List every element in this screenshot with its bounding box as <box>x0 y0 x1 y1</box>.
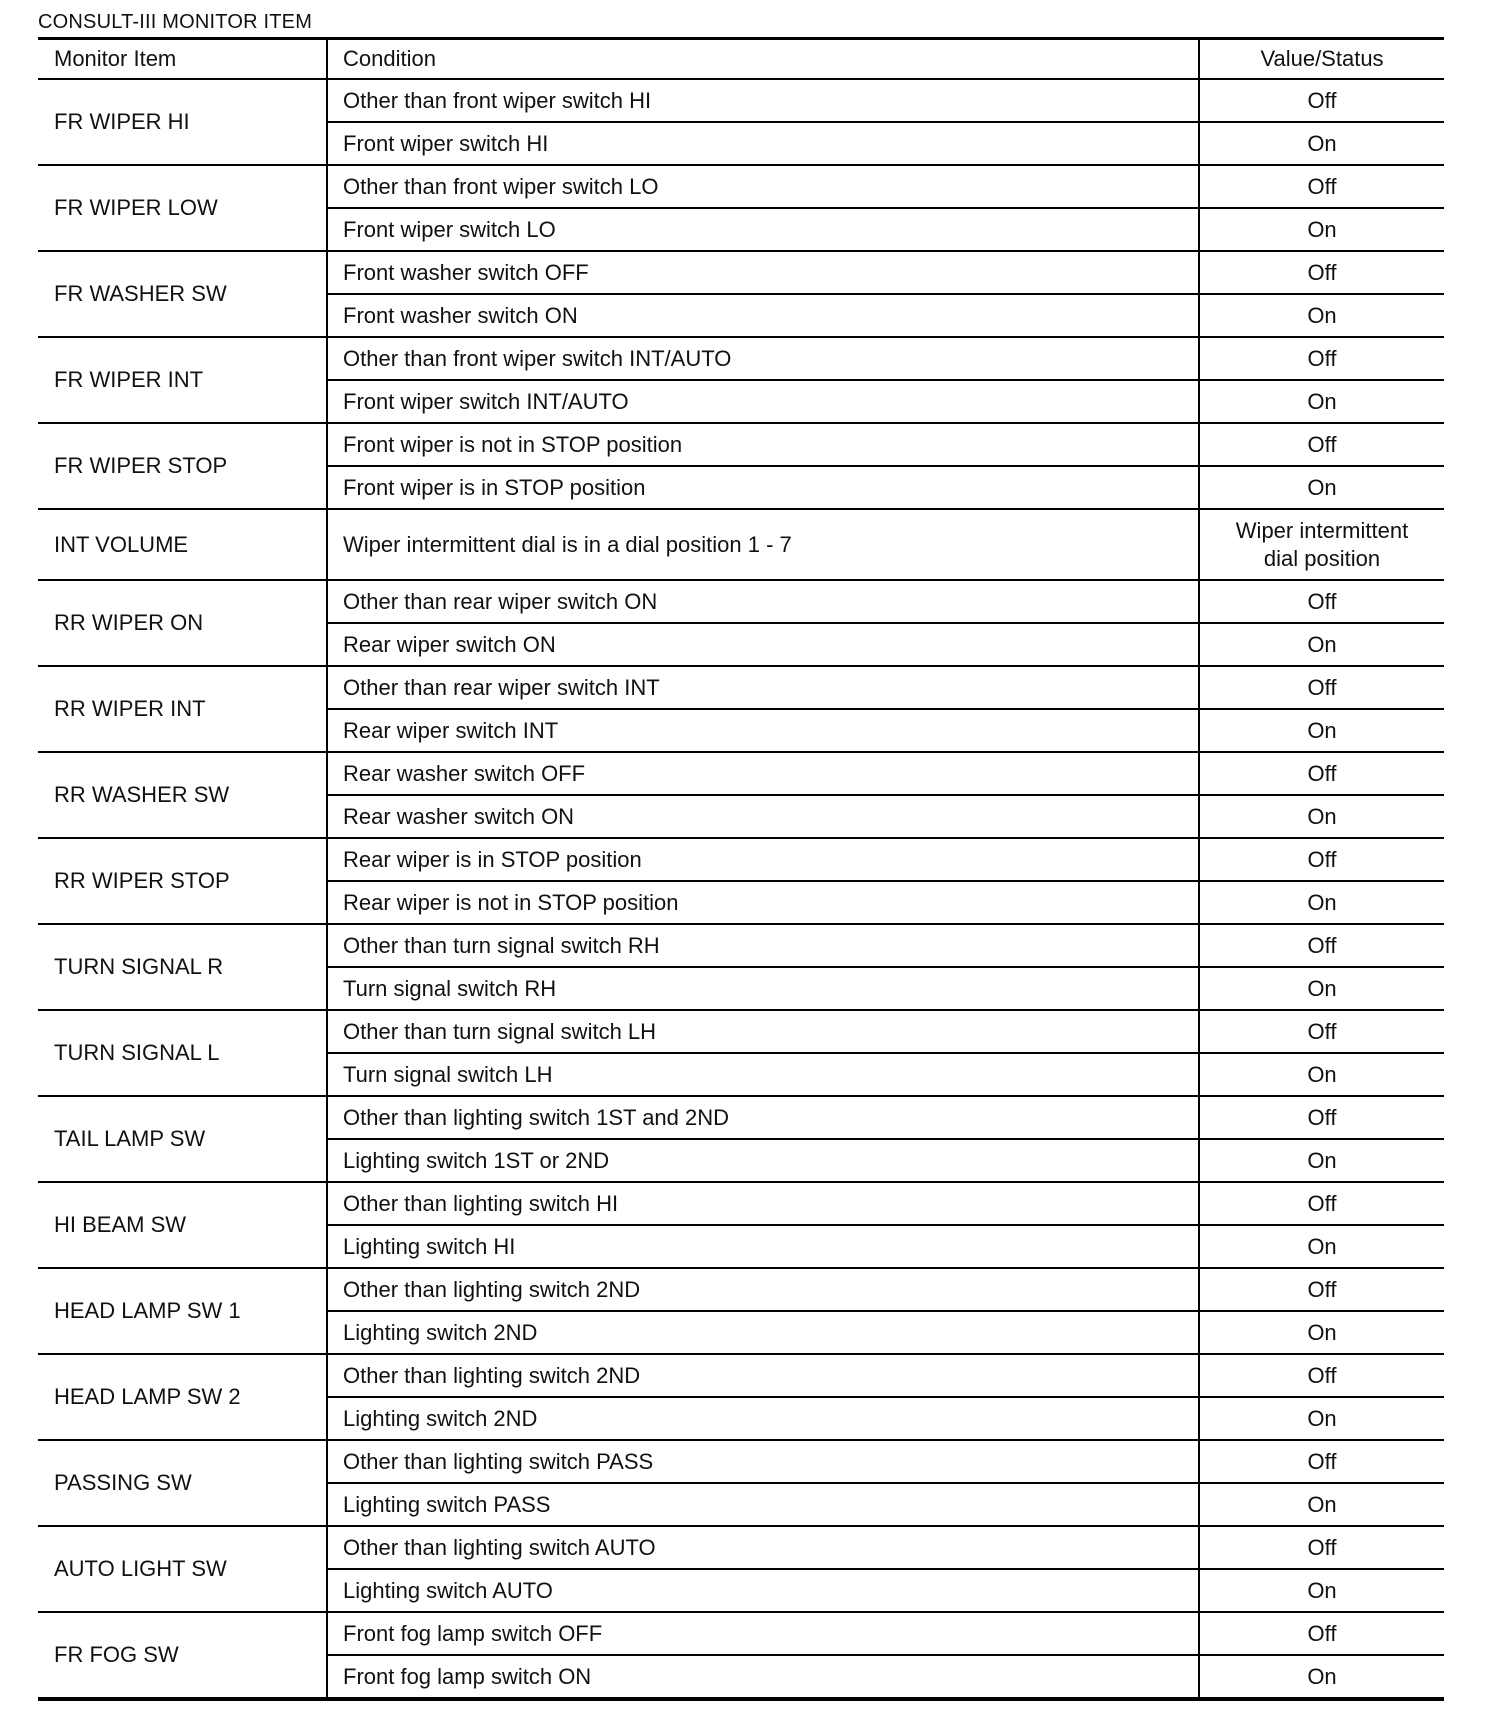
value-status-cell: On <box>1199 122 1444 165</box>
monitor-item-cell: HEAD LAMP SW 2 <box>38 1354 327 1440</box>
monitor-item-table <box>38 37 1444 1701</box>
monitor-item-cell: FR WIPER HI <box>38 79 327 165</box>
monitor-item-cell: PASSING SW <box>38 1440 327 1526</box>
value-status-cell: On <box>1199 1397 1444 1440</box>
condition-cell: Other than lighting switch AUTO <box>327 1526 1199 1569</box>
table-row <box>38 580 1444 623</box>
value-status-cell: On <box>1199 623 1444 666</box>
value-status-cell: Off <box>1199 1440 1444 1483</box>
value-status-cell: On <box>1199 709 1444 752</box>
value-status-cell: Off <box>1199 1354 1444 1397</box>
condition-cell: Other than rear wiper switch ON <box>327 580 1199 623</box>
value-status-cell: On <box>1199 1483 1444 1526</box>
condition-cell: Lighting switch 1ST or 2ND <box>327 1139 1199 1182</box>
value-status-cell: Off <box>1199 666 1444 709</box>
monitor-item-cell: RR WASHER SW <box>38 752 327 838</box>
value-status-cell: On <box>1199 1655 1444 1699</box>
value-status-cell: Off <box>1199 1612 1444 1655</box>
table-row <box>38 337 1444 380</box>
value-status-cell: Off <box>1199 251 1444 294</box>
table-row <box>38 251 1444 294</box>
value-status-cell: On <box>1199 1569 1444 1612</box>
value-status-cell: On <box>1199 1311 1444 1354</box>
value-status-cell: Off <box>1199 1526 1444 1569</box>
header-value-status: Value/Status <box>1199 39 1444 80</box>
table-row <box>38 1354 1444 1397</box>
value-status-cell: Off <box>1199 79 1444 122</box>
table-row <box>38 165 1444 208</box>
value-status-cell <box>1199 509 1444 580</box>
table-row <box>38 79 1444 122</box>
table-row <box>38 752 1444 795</box>
value-status-cell: On <box>1199 967 1444 1010</box>
value-status-cell: Off <box>1199 924 1444 967</box>
table-body <box>38 79 1444 1699</box>
condition-cell: Rear wiper is in STOP position <box>327 838 1199 881</box>
table-row <box>38 1182 1444 1225</box>
condition-cell: Rear washer switch OFF <box>327 752 1199 795</box>
condition-cell: Front wiper is in STOP position <box>327 466 1199 509</box>
value-status-cell: On <box>1199 881 1444 924</box>
condition-cell: Rear wiper is not in STOP position <box>327 881 1199 924</box>
value-status-cell: Off <box>1199 1182 1444 1225</box>
condition-cell: Other than lighting switch 2ND <box>327 1354 1199 1397</box>
value-status-cell: Off <box>1199 752 1444 795</box>
table-row <box>38 1096 1444 1139</box>
monitor-item-cell: RR WIPER STOP <box>38 838 327 924</box>
value-status-cell: Off <box>1199 580 1444 623</box>
value-status-cell: Off <box>1199 165 1444 208</box>
monitor-item-cell: RR WIPER INT <box>38 666 327 752</box>
condition-cell: Other than front wiper switch INT/AUTO <box>327 337 1199 380</box>
condition-cell: Other than front wiper switch LO <box>327 165 1199 208</box>
condition-cell: Rear wiper switch INT <box>327 709 1199 752</box>
condition-cell: Rear washer switch ON <box>327 795 1199 838</box>
table-row <box>38 1526 1444 1569</box>
condition-cell: Front fog lamp switch OFF <box>327 1612 1199 1655</box>
monitor-item-cell: TURN SIGNAL L <box>38 1010 327 1096</box>
condition-cell: Front washer switch ON <box>327 294 1199 337</box>
value-status-cell: On <box>1199 795 1444 838</box>
table-row <box>38 1268 1444 1311</box>
monitor-item-cell: FR WIPER STOP <box>38 423 327 509</box>
value-status-cell: On <box>1199 294 1444 337</box>
value-status-cell: On <box>1199 466 1444 509</box>
condition-cell: Front wiper switch HI <box>327 122 1199 165</box>
monitor-item-cell: INT VOLUME <box>38 509 327 580</box>
condition-cell: Lighting switch PASS <box>327 1483 1199 1526</box>
condition-cell: Front washer switch OFF <box>327 251 1199 294</box>
condition-cell: Other than lighting switch PASS <box>327 1440 1199 1483</box>
condition-cell: Other than lighting switch 1ST and 2ND <box>327 1096 1199 1139</box>
monitor-item-cell: HI BEAM SW <box>38 1182 327 1268</box>
monitor-item-cell: HEAD LAMP SW 1 <box>38 1268 327 1354</box>
table-row <box>38 1010 1444 1053</box>
table-row <box>38 666 1444 709</box>
monitor-item-cell: FR FOG SW <box>38 1612 327 1699</box>
monitor-item-cell: FR WASHER SW <box>38 251 327 337</box>
condition-cell: Other than rear wiper switch INT <box>327 666 1199 709</box>
condition-cell: Lighting switch AUTO <box>327 1569 1199 1612</box>
condition-cell: Lighting switch 2ND <box>327 1311 1199 1354</box>
monitor-item-cell: FR WIPER INT <box>38 337 327 423</box>
value-status-cell: On <box>1199 1225 1444 1268</box>
monitor-item-cell: RR WIPER ON <box>38 580 327 666</box>
condition-cell: Front wiper is not in STOP position <box>327 423 1199 466</box>
value-status-cell: On <box>1199 208 1444 251</box>
value-status-cell: Off <box>1199 838 1444 881</box>
document-title: CONSULT-III MONITOR ITEM <box>38 11 313 33</box>
value-status-cell: Off <box>1199 1010 1444 1053</box>
condition-cell: Front fog lamp switch ON <box>327 1655 1199 1699</box>
condition-cell: Other than lighting switch HI <box>327 1182 1199 1225</box>
monitor-item-cell: TAIL LAMP SW <box>38 1096 327 1182</box>
condition-cell: Lighting switch HI <box>327 1225 1199 1268</box>
table-row <box>38 1440 1444 1483</box>
value-status-cell: Off <box>1199 1096 1444 1139</box>
monitor-item-cell: TURN SIGNAL R <box>38 924 327 1010</box>
table-row <box>38 1612 1444 1655</box>
condition-cell: Turn signal switch LH <box>327 1053 1199 1096</box>
monitor-item-cell: FR WIPER LOW <box>38 165 327 251</box>
value-status-cell: On <box>1199 1139 1444 1182</box>
value-status-cell: On <box>1199 1053 1444 1096</box>
condition-cell: Front wiper switch LO <box>327 208 1199 251</box>
value-status-line: dial position <box>1263 545 1381 571</box>
value-status-cell: Off <box>1199 1268 1444 1311</box>
table-row <box>38 924 1444 967</box>
header-condition: Condition <box>327 39 1199 80</box>
value-status-cell: On <box>1199 380 1444 423</box>
condition-cell: Turn signal switch RH <box>327 967 1199 1010</box>
condition-cell: Other than front wiper switch HI <box>327 79 1199 122</box>
table-row <box>38 838 1444 881</box>
header-row <box>38 39 1444 80</box>
monitor-item-cell: AUTO LIGHT SW <box>38 1526 327 1612</box>
value-status-cell: Off <box>1199 337 1444 380</box>
table-row <box>38 509 1444 580</box>
condition-cell: Front wiper switch INT/AUTO <box>327 380 1199 423</box>
condition-cell: Lighting switch 2ND <box>327 1397 1199 1440</box>
condition-cell: Other than lighting switch 2ND <box>327 1268 1199 1311</box>
condition-cell: Other than turn signal switch RH <box>327 924 1199 967</box>
table-row <box>38 423 1444 466</box>
value-status-line: Wiper intermittent <box>1235 517 1409 543</box>
header-monitor-item: Monitor Item <box>38 39 327 80</box>
value-status-cell: Off <box>1199 423 1444 466</box>
condition-cell: Wiper intermittent dial is in a dial position 1 - 7 <box>327 509 1199 580</box>
condition-cell: Other than turn signal switch LH <box>327 1010 1199 1053</box>
table-header <box>38 39 1444 80</box>
condition-cell: Rear wiper switch ON <box>327 623 1199 666</box>
